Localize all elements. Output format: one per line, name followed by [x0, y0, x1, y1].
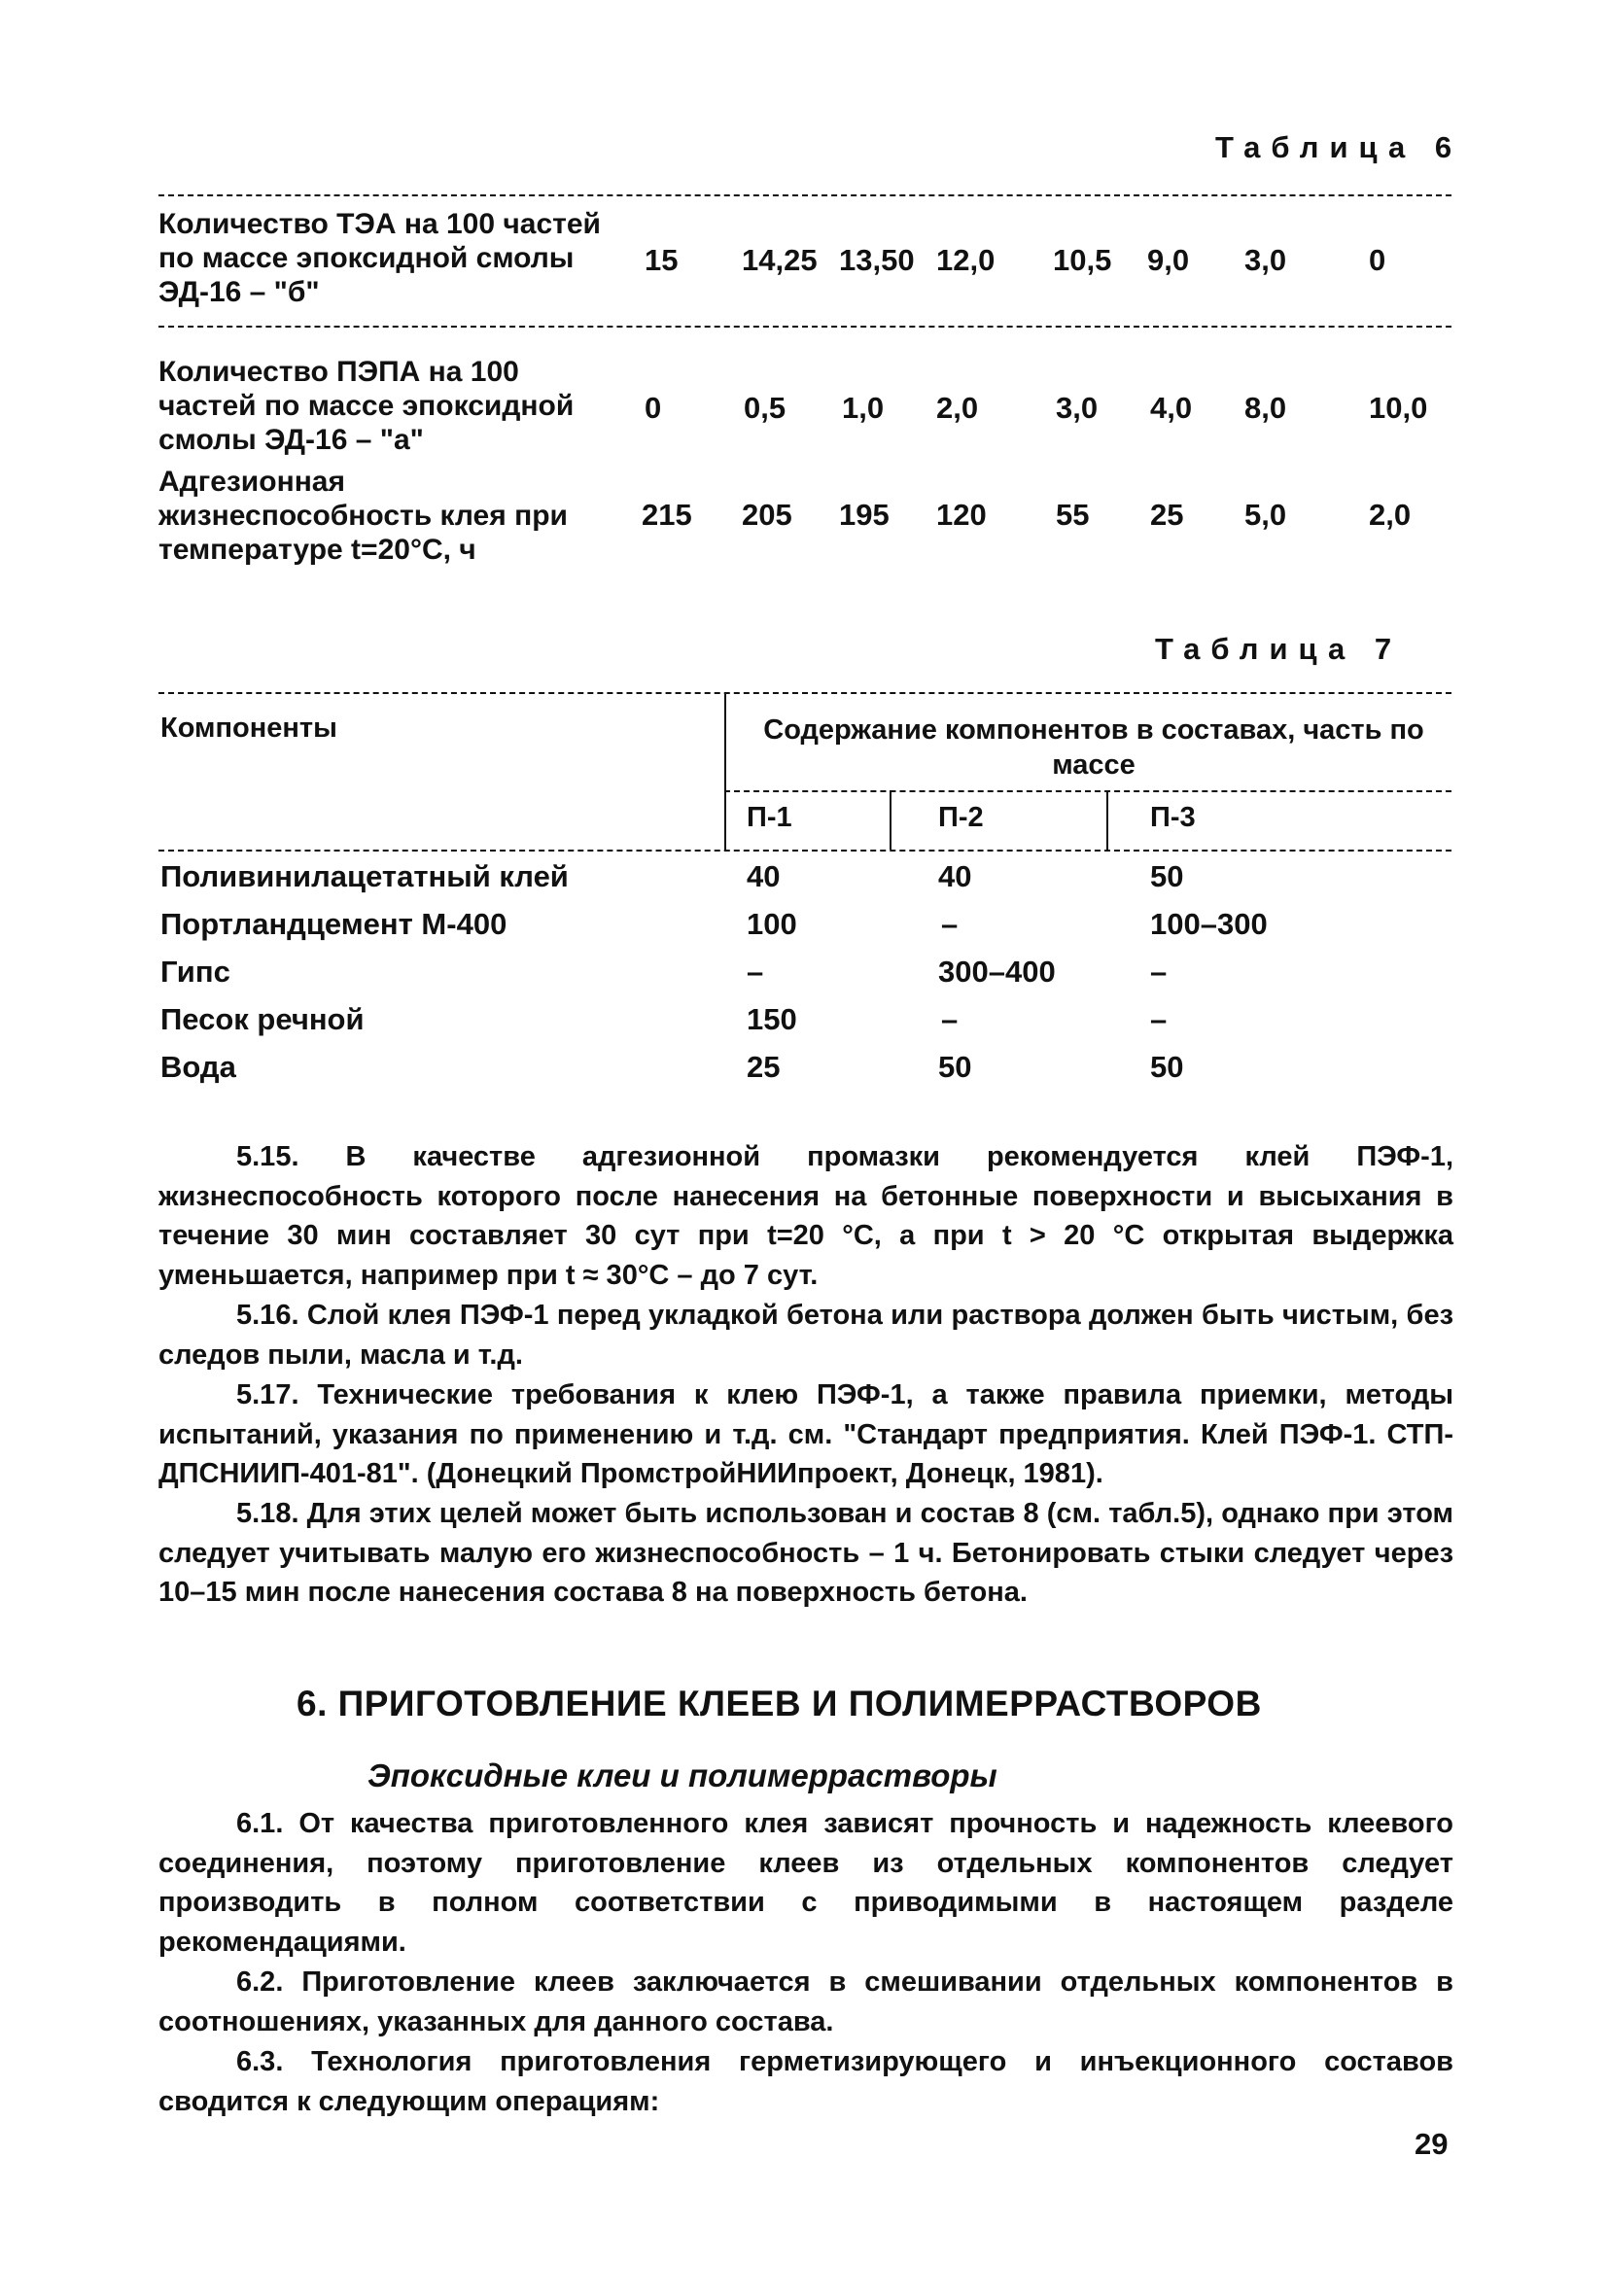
table6-cell: 15: [645, 243, 679, 277]
table7-rule-sub: [724, 790, 1451, 792]
table6-cell: 55: [1056, 498, 1090, 532]
table6-cell: 12,0: [936, 243, 996, 277]
table7-row-name: Песок речной: [160, 1002, 365, 1036]
paragraph-number: 6.2.: [236, 1966, 284, 1998]
table6-row-label: Адгезионная жизнеспособность клея при температуре t=20°С, ч: [158, 466, 568, 566]
paragraph-text: Приготовление клеев заключается в смешивании отдельных компонентов в соотношениях, указанных для данного состава.: [158, 1966, 1453, 2037]
table6-cell: 10,5: [1053, 243, 1112, 277]
table7-cell: 50: [1150, 859, 1184, 893]
table6-cell: 9,0: [1147, 243, 1190, 277]
paragraph-number: 5.15.: [236, 1141, 299, 1172]
table7-subheader: П-1: [747, 802, 792, 833]
table7-cell: 150: [747, 1002, 797, 1036]
table7-row-name: Портландцемент М-400: [160, 907, 507, 941]
paragraph-text: Технология приготовления герметизирующего и инъекционного составов сводится к следующим операциям:: [158, 2046, 1453, 2117]
table7-col-divider: [1106, 790, 1108, 850]
paragraph-text: Для этих целей может быть использован и состав 8 (см. табл.5), однако при этом следует учитывать малую его жизнеспособность – 1 ч. Бетонировать стыки следует через 10–15 мин после нанесения состава 8 на поверхность бетона.: [158, 1498, 1453, 1608]
table7-cell: 100: [747, 907, 797, 941]
section-subheading: Эпоксидные клеи и полимеррастворы: [367, 1757, 997, 1793]
table6-cell: 0: [1369, 243, 1386, 277]
table6-cell: 13,50: [839, 243, 915, 277]
paragraph-6-1: [158, 1804, 1453, 1962]
table7-cell: 40: [938, 859, 972, 893]
table6-cell: 205: [742, 498, 792, 532]
table7-cell: 300–400: [938, 955, 1056, 989]
paragraph-5-17: [158, 1375, 1453, 1494]
table7-rule-header-bottom: [158, 850, 1451, 852]
paragraph-6-3: [158, 2042, 1453, 2121]
table7-cell: –: [941, 907, 959, 941]
paragraph-text: От качества приготовленного клея зависят прочность и надежность клеевого соединения, поэтому приготовление клеев из отдельных компонентов следует производить в полном соответствии с приводимыми в настоящем разделе рекомендациями.: [158, 1808, 1453, 1958]
table6-rule-top: [158, 194, 1451, 196]
table7-header-group: Содержание компонентов в составах, часть по массе: [763, 714, 1424, 781]
table6-cell: 195: [839, 498, 890, 532]
paragraph-number: 5.18.: [236, 1498, 299, 1529]
paragraph-number: 6.1.: [236, 1808, 284, 1839]
table7-subheader: П-2: [938, 802, 984, 833]
table6-row-label: Количество ПЭПА на 100 частей по массе эпоксидной смолы ЭД-16 – "а": [158, 356, 575, 456]
table7-col-divider: [890, 790, 891, 850]
paragraph-text: Технические требования к клею ПЭФ-1, а также правила приемки, методы испытаний, указания по применению и т.д. см. "Стандарт предприятия. Клей ПЭФ-1. СТП-ДПСНИИП-401-81". (Донецкий ПромстройНИИпроект, Донецк, 1981).: [158, 1379, 1454, 1489]
table6-cell: 0,5: [744, 391, 787, 425]
table6-cell: 3,0: [1244, 243, 1287, 277]
table6-row-label: Количество ТЭА на 100 частей по массе эпоксидной смолы ЭД-16 – "б": [158, 208, 601, 308]
table6-cell: 8,0: [1244, 391, 1287, 425]
paragraph-5-18: [158, 1494, 1453, 1613]
table7-header-components: Компоненты: [160, 713, 337, 744]
table6-cell: 120: [936, 498, 987, 532]
table6-cell: 10,0: [1369, 391, 1428, 425]
table6-rule-mid: [158, 326, 1451, 328]
table7-cell: 50: [1150, 1050, 1184, 1084]
table6-cell: 3,0: [1056, 391, 1099, 425]
table6-cell: 4,0: [1150, 391, 1193, 425]
paragraph-number: 6.3.: [236, 2046, 284, 2077]
table7-rule-top: [158, 692, 1451, 694]
table7-col-divider: [724, 692, 726, 850]
table6-cell: 215: [642, 498, 692, 532]
table6-cell: 0: [645, 391, 662, 425]
table6-cell: 2,0: [936, 391, 979, 425]
paragraph-text: В качестве адгезионной промазки рекомендуется клей ПЭФ-1, жизнеспособность которого после нанесения на бетонные поверхности и высыхания в течение 30 мин составляет 30 сут при t=20 °С, а при t > 20 °С открытая выдержка уменьшается, например при t ≈ 30°С – до 7 сут.: [158, 1141, 1454, 1291]
table7-row-name: Гипс: [160, 955, 230, 989]
table7-cell: 25: [747, 1050, 781, 1084]
table7-row-name: Поливинилацетатный клей: [160, 859, 569, 893]
table6-cell: 5,0: [1244, 498, 1287, 532]
page-number: 29: [1415, 2127, 1449, 2161]
table7-cell: –: [747, 955, 764, 989]
paragraph-number: 5.16.: [236, 1300, 299, 1331]
section-heading: 6. ПРИГОТОВЛЕНИЕ КЛЕЕВ И ПОЛИМЕРРАСТВОРОВ: [297, 1684, 1262, 1723]
table6-cell: 25: [1150, 498, 1184, 532]
table6-cell: 2,0: [1369, 498, 1412, 532]
table7-cell: –: [1150, 955, 1168, 989]
paragraph-6-2: [158, 1963, 1453, 2041]
table7-row-name: Вода: [160, 1050, 236, 1084]
table6-title: Таблица 6: [1215, 130, 1463, 164]
paragraph-text: Слой клея ПЭФ-1 перед укладкой бетона или раствора должен быть чистым, без следов пыли, масла и т.д.: [158, 1300, 1453, 1371]
table6-cell: 14,25: [742, 243, 818, 277]
table7-subheader: П-3: [1150, 802, 1196, 833]
paragraph-number: 5.17.: [236, 1379, 299, 1410]
table7-cell: 50: [938, 1050, 972, 1084]
table7-cell: –: [941, 1002, 959, 1036]
table7-cell: 40: [747, 859, 781, 893]
table7-title: Таблица 7: [1155, 632, 1403, 666]
paragraph-5-16: [158, 1296, 1453, 1374]
paragraph-5-15: [158, 1137, 1453, 1295]
table7-cell: –: [1150, 1002, 1168, 1036]
table6-cell: 1,0: [842, 391, 885, 425]
table7-cell: 100–300: [1150, 907, 1268, 941]
